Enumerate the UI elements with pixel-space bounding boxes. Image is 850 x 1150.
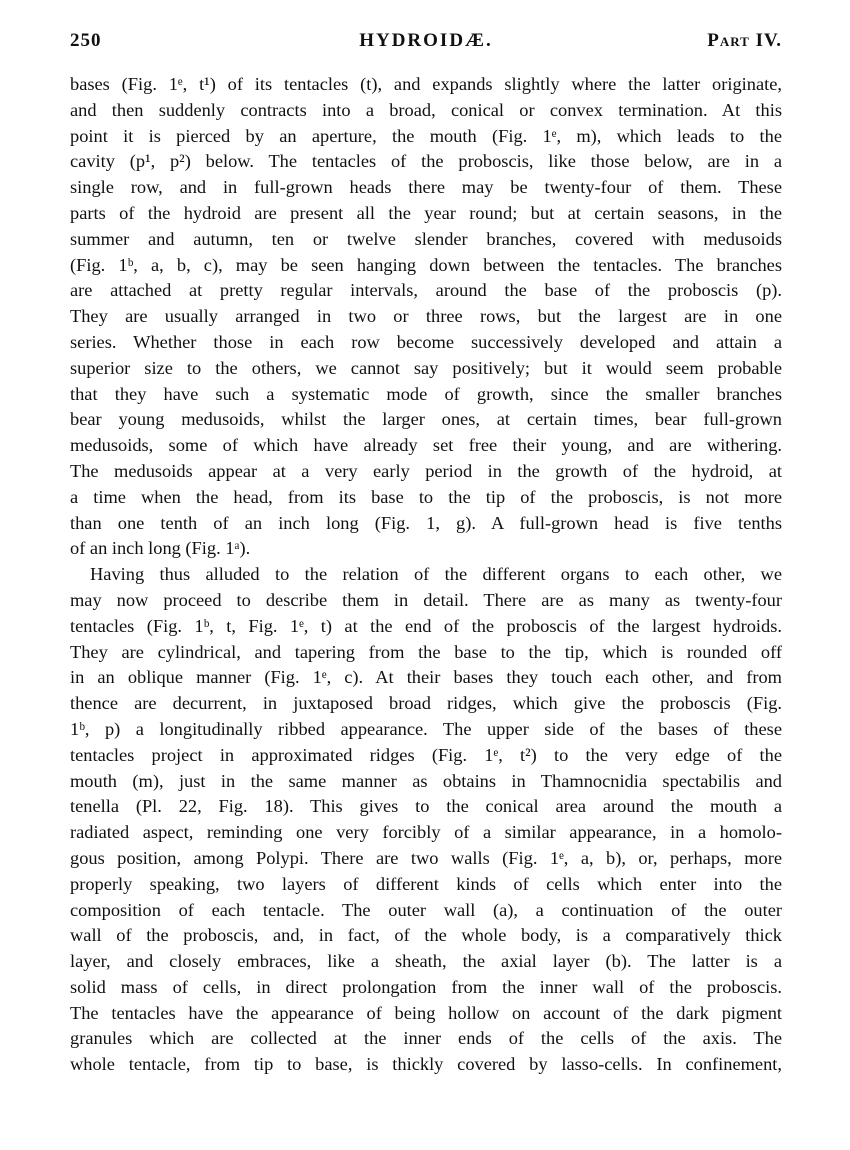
text-line: They are cylindrical, and tapering from the base to the tip, which is rounded off [70, 641, 782, 662]
text-line: thence are decurrent, in juxtaposed broad ridges, which give the proboscis (Fig. [70, 693, 782, 714]
text-line: bear young medusoids, whilst the larger ones, at certain times, bear full-grown [70, 409, 782, 430]
text-line: in an oblique manner (Fig. 1ᵉ, c). At their bases they touch each other, and from [70, 667, 782, 688]
text-line: bases (Fig. 1ᵉ, t¹) of its tentacles (t), and expands slightly where the latter originate, [70, 74, 782, 94]
text-line: granules which are collected at the inner ends of the cells of the axis. The [70, 1028, 782, 1049]
text-line: The medusoids appear at a very early period in the growth of the hydroid, at [70, 460, 782, 481]
text-line: of an inch long (Fig. 1ᵃ). [70, 538, 251, 559]
text-line: are attached at pretty regular intervals, around the base of the proboscis (p). [70, 280, 782, 301]
text-line: a time when the head, from its base to the tip of the proboscis, is not more [70, 486, 782, 507]
text-line: Having thus alluded to the relation of the different organs to each other, we [90, 564, 782, 585]
text-line: tentacles project in approximated ridges (Fig. 1ᵉ, t²) to the very edge of the [70, 744, 782, 765]
text-line: whole tentacle, from tip to base, is thickly covered by lasso-cells. In confinement, [70, 1054, 782, 1075]
text-line: that they have such a systematic mode of growth, since the smaller branches [70, 383, 782, 404]
text-line: wall of the proboscis, and, in fact, of the whole body, is a comparatively thick [70, 925, 782, 946]
text-line: tenella (Pl. 22, Fig. 18). This gives to the conical area around the mouth a [70, 796, 782, 817]
text-line: point it is pierced by an aperture, the mouth (Fig. 1ᵉ, m), which leads to the [70, 125, 782, 146]
text-line: composition of each tentacle. The outer wall (a), a continuation of the outer [70, 899, 782, 920]
text-line: series. Whether those in each row become successively developed and attain a [70, 331, 782, 352]
text-line: and then suddenly contracts into a broad, conical or convex termination. At this [70, 99, 782, 120]
text-line: The tentacles have the appearance of being hollow on account of the dark pigment [70, 1002, 782, 1023]
text-line: medusoids, some of which have already set free their young, and are withering. [70, 435, 782, 456]
text-line: solid mass of cells, in direct prolongation from the inner wall of the proboscis. [70, 976, 782, 997]
text-line: mouth (m), just in the same manner as obtains in Thamnocnidia spectabilis and [70, 770, 782, 791]
text-line: may now proceed to describe them in detail. There are as many as twenty-four [70, 589, 782, 610]
text-line: (Fig. 1ᵇ, a, b, c), may be seen hanging down between the tentacles. The branches [70, 254, 782, 275]
text-line: single row, and in full-grown heads there may be twenty-four of them. These [70, 177, 782, 198]
running-header [70, 30, 782, 62]
part-label: Part IV. [707, 30, 782, 51]
text-line: than one tenth of an inch long (Fig. 1, g). A full-grown head is five tenths [70, 512, 782, 533]
body-text [70, 72, 782, 1078]
text-line: cavity (p¹, p²) below. The tentacles of the proboscis, like those below, are in a [70, 151, 782, 172]
page-number: 250 [70, 30, 102, 51]
text-line: properly speaking, two layers of different kinds of cells which enter into the [70, 873, 782, 894]
text-line: They are usually arranged in two or three rows, but the largest are in one [70, 306, 782, 327]
text-line: layer, and closely embraces, like a sheath, the axial layer (b). The latter is a [70, 951, 782, 972]
text-line: summer and autumn, ten or twelve slender branches, covered with medusoids [70, 228, 782, 249]
running-title: HYDROIDÆ. [359, 30, 493, 51]
text-line: gous position, among Polypi. There are two walls (Fig. 1ᵉ, a, b), or, perhaps, more [70, 847, 782, 868]
text-line: parts of the hydroid are present all the year round; but at certain seasons, in the [70, 202, 782, 223]
text-line: radiated aspect, reminding one very forcibly of a similar appearance, in a homolo- [70, 822, 782, 843]
text-line: 1ᵇ, p) a longitudinally ribbed appearance. The upper side of the bases of these [70, 718, 782, 739]
text-line: superior size to the others, we cannot say positively; but it would seem probable [70, 357, 782, 378]
text-line: tentacles (Fig. 1ᵇ, t, Fig. 1ᵉ, t) at the end of the proboscis of the largest hydroids. [70, 615, 782, 636]
